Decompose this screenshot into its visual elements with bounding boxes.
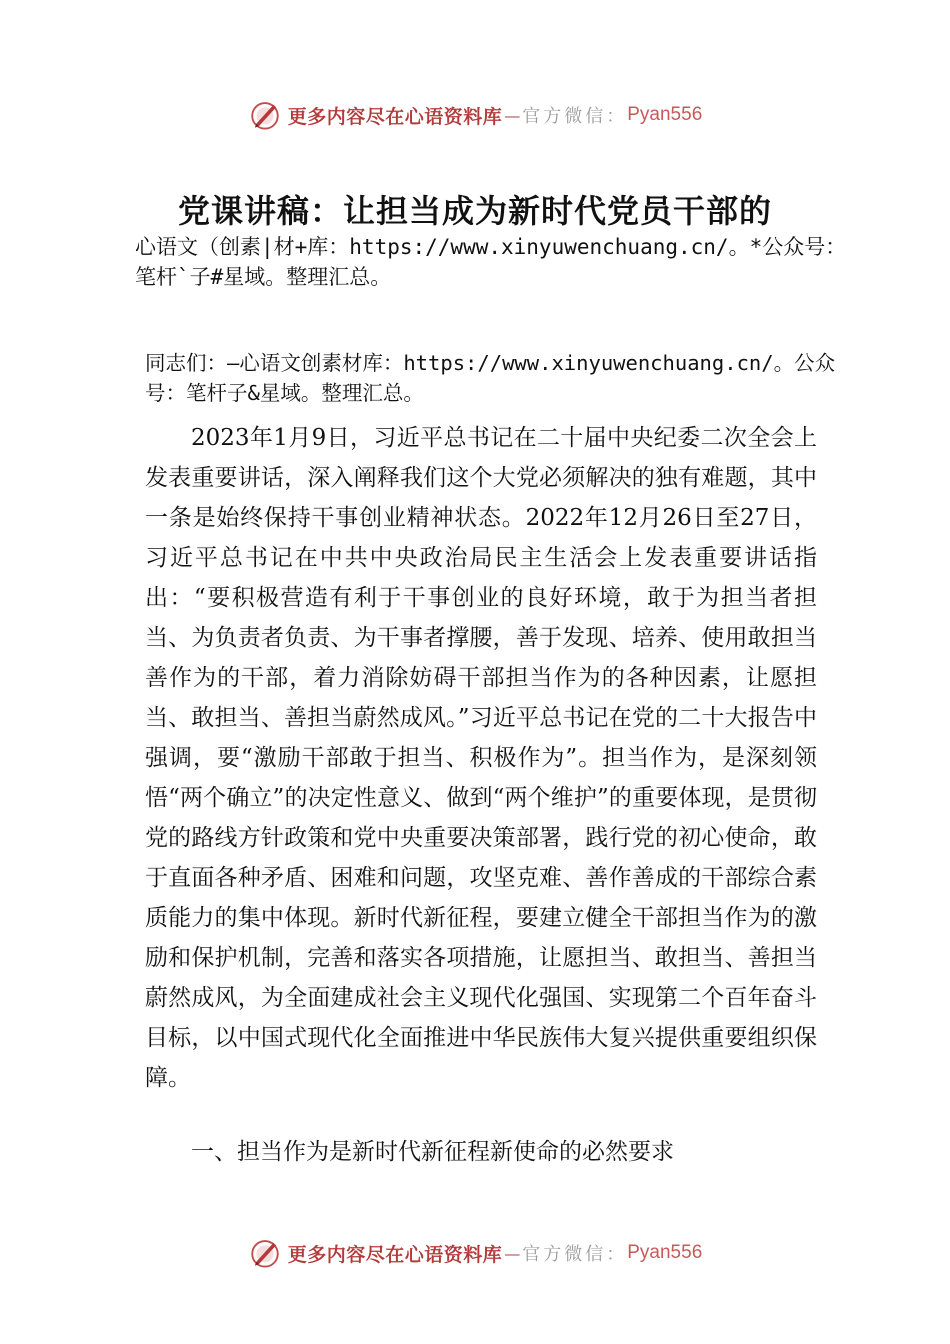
banner-wechat-label: 官方微信： [522,106,628,127]
footer-banner-separator: — [504,1243,521,1263]
body-paragraph: 2023年1月9日，习近平总书记在二十届中央纪委二次全会上发表重要讲话，深入阐释我们这个大党必须解决的独有难题，其中一条是始终保持干事创业精神状态。2022年12月26日至27日，习近平总书记在中共中央政治局民主生活会上发表重要讲话指出：“要积极营造有利于干事创业的良好环境，敢于为担当者担当、为负责者负责、为干事者撑腰，善于发现、培养、使用敢担当善作为的干部，着力消除妨碍干部担当作为的各种因素，让愿担当、敢担当、善担当蔚然成风。”习近平总书记在党的二十大报告中强调，要“激励干部敢于担当、积极作为”。担当作为，是深刻领悟“两个确立”的决定性意义、做到“两个维护”的重要体现，是贯彻党的路线方针政策和党中央重要决策部署，践行党的初心使命，敢于直面各种矛盾、困难和问题，攻坚克难、善作善成的干部综合素质能力的集中体现。新时代新征程，要建立健全干部担当作为的激励和保护机制，完善和落实各项措施，让愿担当、敢担当、善担当蔚然成风，为全面建成社会主义现代化强国、实现第二个百年奋斗目标，以中国式现代化全面推进中华民族伟大复兴提供重要组织保障。 [145,425,817,1091]
section-heading: 一、担当作为是新时代新征程新使命的必然要求 [191,1139,674,1165]
pen-circle-logo-icon [248,98,282,132]
header-banner [0,95,950,135]
footer-banner-main-text: 更多内容尽在心语资料库 [287,1243,503,1266]
banner-separator: — [504,105,521,125]
footer-banner-wechat-id: Pyan556 [627,1242,703,1263]
banner-main-text: 更多内容尽在心语资料库 [287,105,503,128]
pen-circle-logo-icon [248,1236,282,1270]
footer-banner-wechat-label: 官方微信： [522,1244,628,1265]
footer-banner [0,1233,950,1273]
source-line: 心语文（创素|材+库：https://www.xinyuwenchuang.cn/。*公众号：笔杆`子#星域。整理汇总。 [135,235,847,289]
page-title: 党课讲稿：让担当成为新时代党员干部的 [177,192,772,230]
banner-wechat-id: Pyan556 [627,104,703,125]
greeting: 同志们：—心语文创素材库：https://www.xinyuwenchuang.cn/。公众号：笔杆子&星域。整理汇总。 [145,351,836,405]
